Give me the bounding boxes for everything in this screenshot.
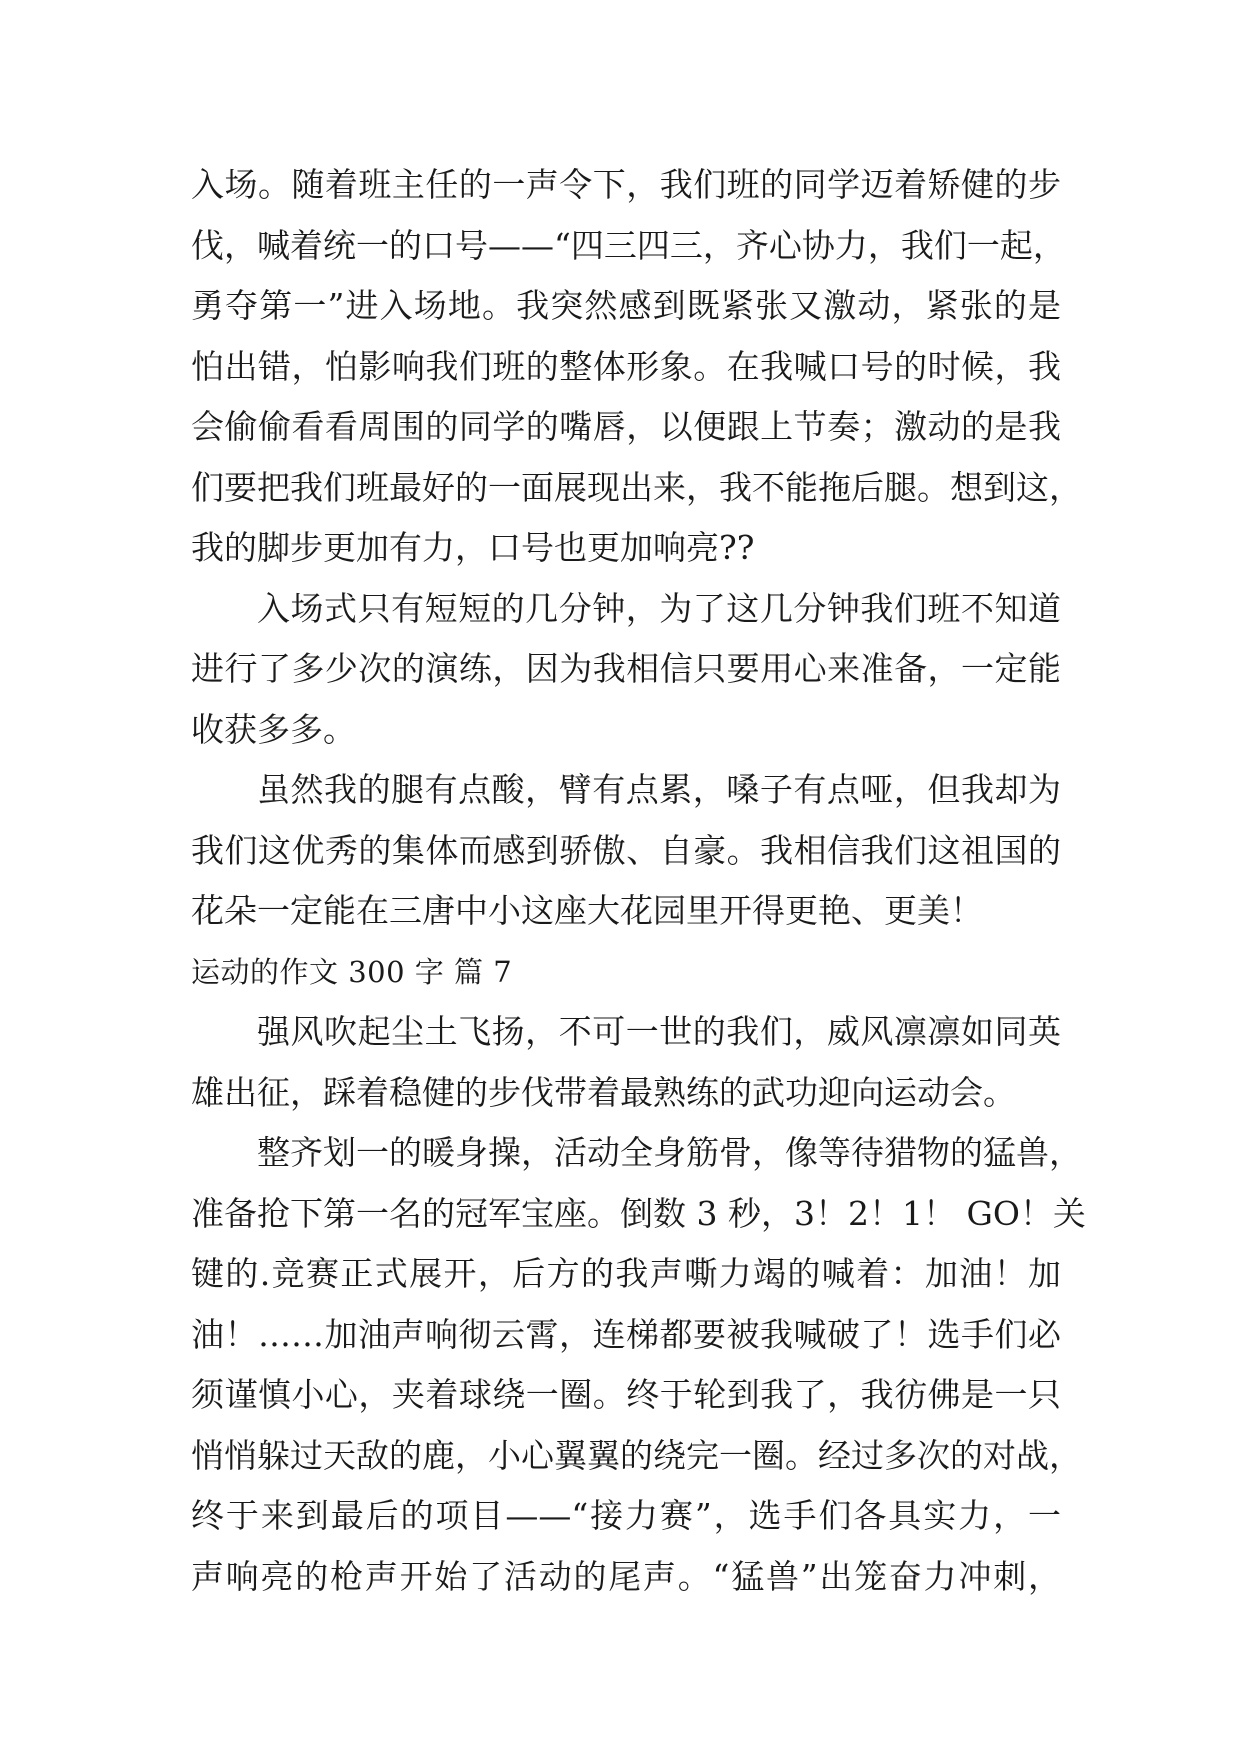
text-line: 进行了多少次的演练，因为我相信只要用心来准备，一定能 <box>191 649 1061 688</box>
body-text <box>191 155 1086 1607</box>
text-line: 须谨慎小心，夹着球绕一圈。终于轮到我了，我彷佛是一只 <box>191 1375 1061 1414</box>
text-line: 终于来到最后的项目——“接力赛”，选手们各具实力，一 <box>191 1496 1061 1535</box>
text-line: 会偷偷看看周围的同学的嘴唇，以便跟上节奏；激动的是我 <box>191 407 1061 446</box>
text-line: 虽然我的腿有点酸，臂有点累，嗓子有点哑，但我却为 <box>257 770 1061 809</box>
text-line: 入场式只有短短的几分钟，为了这几分钟我们班不知道 <box>257 588 1061 628</box>
paragraph <box>191 155 1082 579</box>
section-heading: 运动的作文 300 字 篇 7 <box>191 954 513 989</box>
paragraph <box>191 760 1061 942</box>
paragraph <box>191 1002 1061 1123</box>
text-line: 收获多多。 <box>191 709 356 749</box>
text-line: 雄出征，踩着稳健的步伐带着最熟练的武功迎向运动会。 <box>191 1072 1016 1112</box>
text-line: 准备抢下第一名的冠军宝座。倒数 3 秒，3！2！1！ GO！关 <box>191 1193 1086 1233</box>
text-line: 我们这优秀的集体而感到骄傲、自豪。我相信我们这祖国的 <box>191 830 1061 870</box>
paragraph <box>191 1123 1086 1607</box>
text-line: 键的.竞赛正式展开，后方的我声嘶力竭的喊着：加油！加 <box>191 1254 1061 1293</box>
text-line: 伐，喊着统一的口号——“四三四三，齐心协力，我们一起， <box>191 225 1066 265</box>
text-line: 强风吹起尘土飞扬，不可一世的我们，威风凛凛如同英 <box>257 1012 1061 1051</box>
text-line: 花朵一定能在三唐中小这座大花园里开得更艳、更美！ <box>191 891 983 930</box>
text-line: 怕出错，怕影响我们班的整体形象。在我喊口号的时候，我 <box>191 346 1061 386</box>
text-line: 们要把我们班最好的一面展现出来，我不能拖后腿。想到这， <box>191 467 1082 507</box>
text-line: 油！……加油声响彻云霄，连梯都要被我喊破了！选手们必 <box>191 1314 1061 1354</box>
paragraph <box>191 579 1061 761</box>
text-line: 整齐划一的暖身操，活动全身筋骨，像等待猎物的猛兽， <box>257 1133 1082 1172</box>
text-line: 声响亮的枪声开始了活动的尾声。“猛兽”出笼奋力冲刺， <box>191 1556 1061 1596</box>
text-line: 悄悄躲过天敌的鹿，小心翼翼的绕完一圈。经过多次的对战， <box>191 1435 1082 1475</box>
text-line: 勇夺第一”进入场地。我突然感到既紧张又激动，紧张的是 <box>191 286 1061 325</box>
text-line: 我的脚步更加有力，口号也更加响亮?? <box>191 528 755 567</box>
text-line: 入场。随着班主任的一声令下，我们班的同学迈着矫健的步 <box>191 165 1061 204</box>
